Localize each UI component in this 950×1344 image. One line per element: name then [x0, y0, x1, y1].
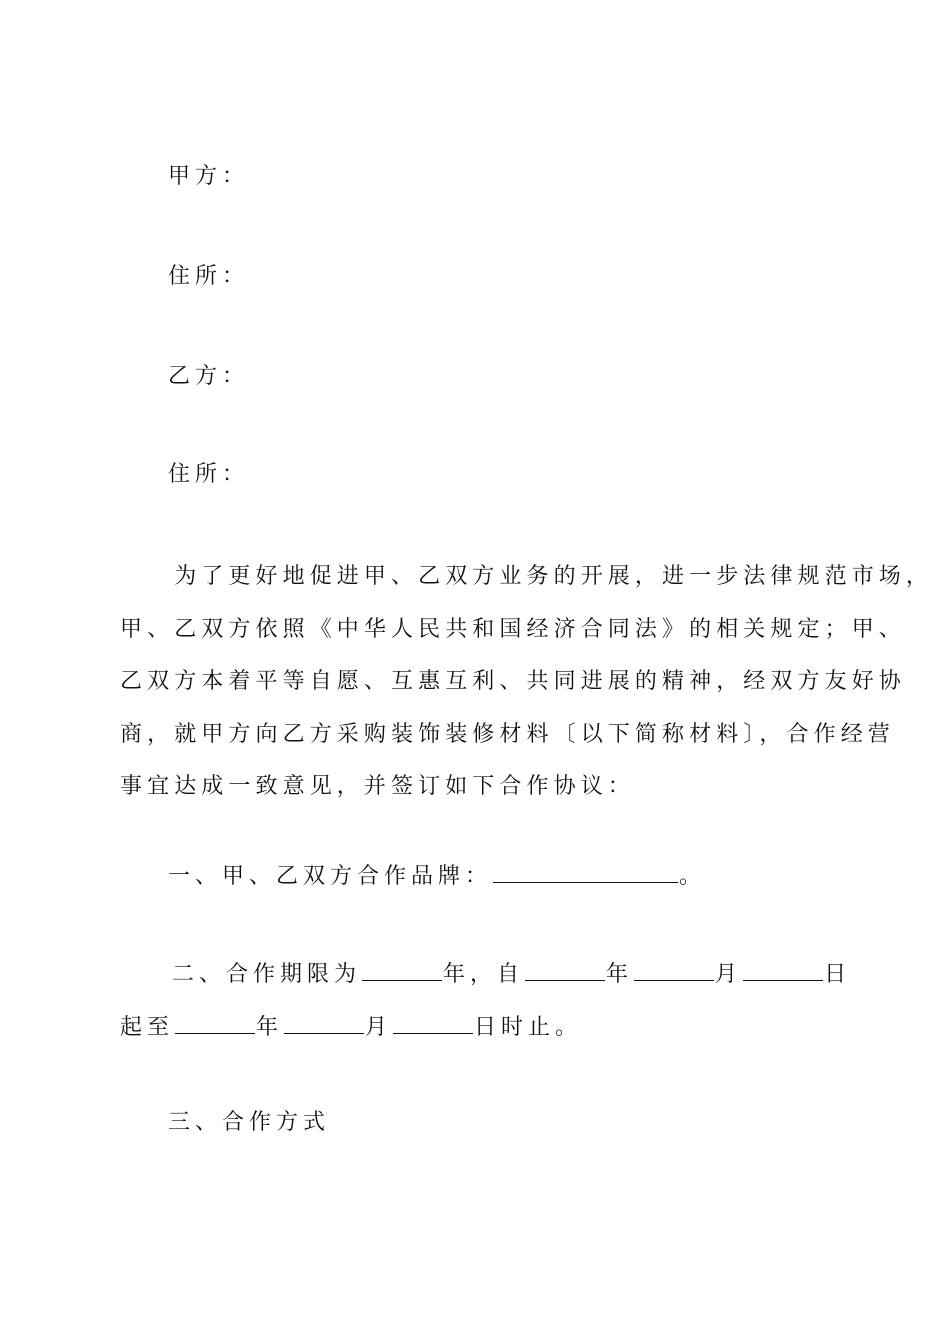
preamble-line: 甲、乙双方依照《中华人民共和国经济合同法》的相关规定；甲、 — [120, 616, 906, 642]
clause-2-text: 年 — [606, 962, 634, 987]
clause-1 — [168, 860, 883, 892]
clause-2-text: 年 — [256, 1015, 284, 1040]
clause-2-text: 月 — [365, 1015, 393, 1040]
party-b-address-label: 住所： — [168, 462, 250, 487]
clause-2-text: 二、合作期限为 — [172, 962, 362, 987]
preamble-line: 商，就甲方向乙方采购装饰装修材料〔以下简称材料〕，合作经营 — [120, 721, 895, 747]
end-month-blank[interactable] — [284, 1011, 364, 1034]
preamble-line: 事宜达成一致意见，并签订如下合作协议： — [120, 774, 635, 799]
end-day-blank[interactable] — [393, 1011, 473, 1034]
party-b-label: 乙方： — [168, 364, 250, 389]
start-year-blank[interactable] — [525, 958, 605, 981]
clause-3-title: 三、合作方式 — [168, 1110, 331, 1135]
party-a-address-label: 住所： — [168, 264, 250, 289]
start-month-blank[interactable] — [634, 958, 714, 981]
start-day-blank[interactable] — [743, 958, 823, 981]
preamble-line: 乙双方本着平等自愿、互惠互利、共同进展的精神，经双方友好协 — [120, 669, 906, 694]
clause-2-text: 日时止。 — [474, 1015, 583, 1040]
preamble-line: 为了更好地促进甲、乙双方业务的开展，进一步法律规范市场， — [120, 564, 934, 589]
clause-2-text: 月 — [715, 962, 743, 987]
clause-1-text: 一、甲、乙双方合作品牌： — [168, 864, 493, 889]
clause-2-text: 日 — [824, 962, 852, 987]
clause-2-text: 年，自 — [443, 962, 525, 987]
clause-1-end: 。 — [679, 864, 707, 889]
brand-blank-field[interactable] — [493, 860, 678, 883]
preamble-paragraph — [120, 551, 934, 814]
clause-2-text: 起至 — [120, 1015, 175, 1040]
clause-2-line-1 — [172, 958, 887, 990]
clause-2-line-2 — [120, 1011, 835, 1043]
party-a-label: 甲方： — [168, 164, 250, 189]
term-years-blank[interactable] — [362, 958, 442, 981]
end-year-blank[interactable] — [175, 1011, 255, 1034]
